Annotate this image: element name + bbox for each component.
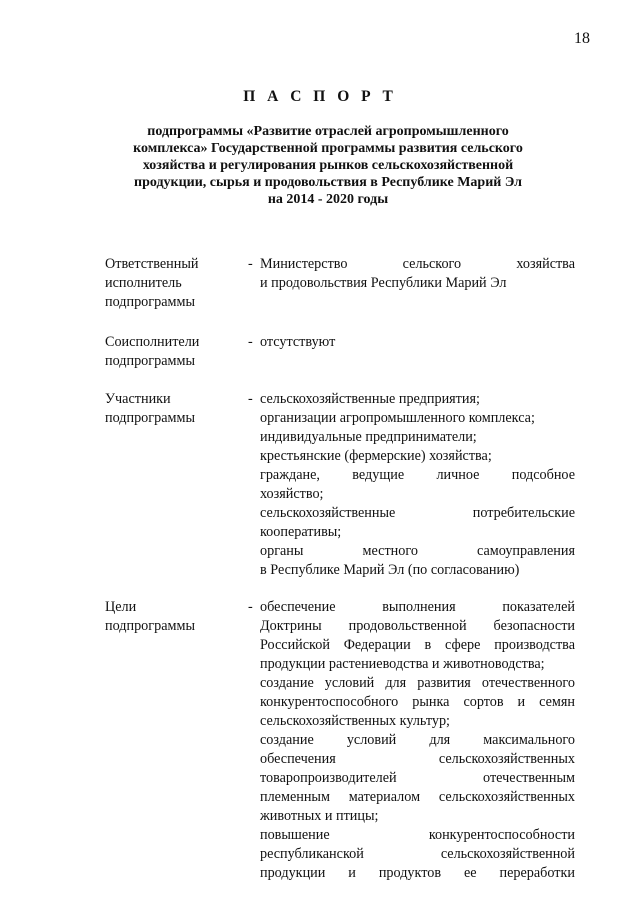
value-line: отсутствуют — [260, 334, 336, 350]
value-line: хозяйство; — [260, 486, 324, 502]
value-line: и продовольствия Республики Марий Эл — [260, 275, 507, 291]
label-line: подпрограммы — [105, 618, 195, 634]
row-label — [105, 333, 248, 371]
row-co-executors — [105, 333, 575, 371]
page-number: 18 — [574, 30, 590, 47]
value-line: организации агропромышленного комплекса; — [260, 410, 535, 426]
row-dash: - — [248, 334, 253, 350]
passport-table — [105, 255, 575, 883]
value-line: конкурентоспособного рынка сортов и семян — [260, 694, 575, 710]
value-line: товаропроизводителей отечественным — [260, 770, 575, 786]
row-goals — [105, 598, 575, 883]
subtitle-line: подпрограммы «Развитие отраслей агропромышленного — [147, 124, 509, 139]
value-line: граждане, ведущие личное подсобное — [260, 467, 575, 483]
document-subtitle — [100, 123, 556, 208]
value-line: животных и птицы; — [260, 808, 379, 824]
value-line: повышение конкурентоспособности — [260, 827, 575, 843]
value-line: Министерство сельского хозяйства — [260, 256, 575, 272]
row-label — [105, 598, 248, 883]
subtitle-line: продукции, сырья и продовольствия в Республике Марий Эл — [134, 175, 522, 190]
value-line: Доктрины продовольственной безопасности — [260, 618, 575, 634]
row-responsible-executor — [105, 255, 575, 312]
value-line: сельскохозяйственные предприятия; — [260, 391, 480, 407]
row-label — [105, 255, 248, 312]
value-line: органы местного самоуправления — [260, 543, 575, 559]
row-dash: - — [248, 599, 253, 615]
value-line: кооперативы; — [260, 524, 342, 540]
value-line: продукции растениеводства и животноводства; — [260, 656, 545, 672]
value-line: племенным материалом сельскохозяйственных — [260, 789, 575, 805]
row-value — [260, 598, 575, 883]
value-line: крестьянские (фермерские) хозяйства; — [260, 448, 492, 464]
label-line: подпрограммы — [105, 294, 195, 310]
label-line: Участники — [105, 391, 171, 407]
row-dash: - — [248, 256, 253, 272]
value-line: обеспечение выполнения показателей — [260, 599, 575, 615]
value-line: в Республике Марий Эл (по согласованию) — [260, 562, 520, 578]
label-line: Ответственный — [105, 256, 199, 272]
label-line: Цели — [105, 599, 137, 615]
document-title: П А С П О Р Т — [243, 88, 397, 105]
value-line: сельскохозяйственные потребительские — [260, 505, 575, 521]
row-participants — [105, 390, 575, 580]
label-line: подпрограммы — [105, 410, 195, 426]
value-line: индивидуальные предприниматели; — [260, 429, 477, 445]
label-line: Соисполнители — [105, 334, 200, 350]
row-value — [260, 390, 575, 580]
row-value — [260, 333, 575, 371]
value-line: создание условий для максимального — [260, 732, 575, 748]
value-line: республиканской сельскохозяйственной — [260, 846, 575, 862]
subtitle-line: хозяйства и регулирования рынков сельскохозяйственной — [142, 158, 514, 173]
row-label — [105, 390, 248, 580]
label-line: подпрограммы — [105, 353, 195, 369]
label-line: исполнитель — [105, 275, 182, 291]
subtitle-line: комплекса» Государственной программы развития сельского — [133, 141, 523, 156]
row-value — [260, 255, 575, 312]
subtitle-line: на 2014 - 2020 годы — [267, 192, 389, 207]
value-line: сельскохозяйственных культур; — [260, 713, 450, 729]
row-dash: - — [248, 391, 253, 407]
value-line: Российской Федерации в сфере производства — [260, 637, 575, 653]
value-line: создание условий для развития отечественного — [260, 675, 575, 691]
value-line: продукции и продуктов ее переработки — [260, 865, 575, 881]
value-line: обеспечения сельскохозяйственных — [260, 751, 575, 767]
